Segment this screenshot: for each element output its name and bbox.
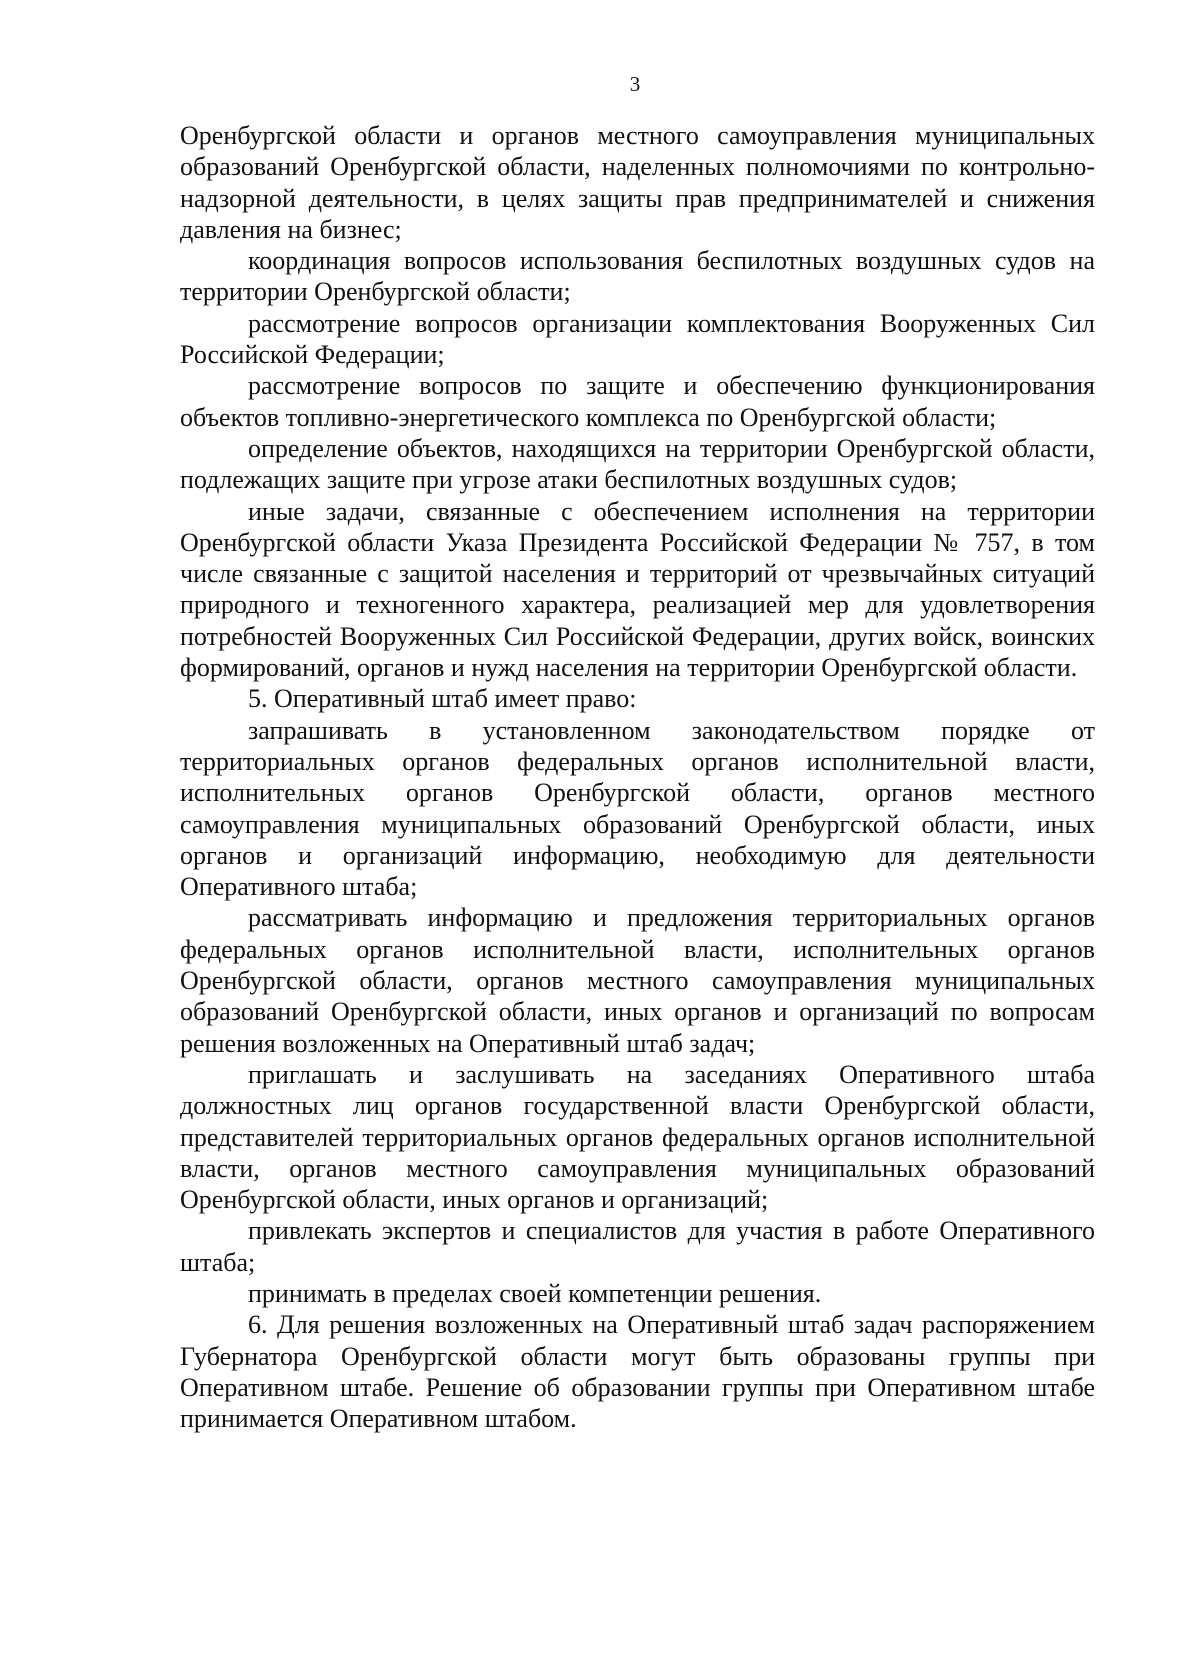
paragraph-section-6: 6. Для решения возложенных на Оперативный штаб задач распоряжением Губернатора Оренбургской области могут быть образованы группы при Оперативном штабе. Решение об образовании группы при Оперативном штабе принимается Оперативном штабом. — [180, 1310, 1095, 1434]
paragraph-section-5-heading: 5. Оперативный штаб имеет право: — [248, 684, 637, 714]
paragraph-invite-officials: приглашать и заслушивать на заседаниях Оперативного штаба должностных лиц органов государственной власти Оренбургской области, представителей территориальных органов федеральных органов исполнительной власти, органов местного самоуправления муниципальных образований Оренбургской области, иных органов и организаций; — [180, 1059, 1095, 1215]
paragraph-fuel-energy-protection: рассмотрение вопросов по защите и обеспечению функционирования объектов топливно-энергетического комплекса по Оренбургской области; — [180, 371, 1095, 432]
paragraph-consider-information: рассматривать информацию и предложения территориальных органов федеральных органов исполнительной власти, исполнительных органов Оренбургской области, органов местного самоуправления муниципальных образований Оренбургской области, иных органов и организаций по вопросам решения возложенных на Оперативный штаб задач; — [180, 903, 1095, 1058]
paragraph-make-decisions: принимать в пределах своей компетенции решения. — [248, 1278, 822, 1308]
paragraph-involve-experts: привлекать экспертов и специалистов для участия в работе Оперативного штаба; — [180, 1216, 1095, 1277]
paragraph-uav-coordination: координация вопросов использования беспилотных воздушных судов на территории Оренбургской области; — [180, 246, 1095, 307]
paragraph-request-information: запрашивать в установленном законодательством порядке от территориальных органов федеральных органов исполнительной власти, исполнительных органов Оренбургской области, органов местного самоуправления муниципальных образований Оренбургской области, иных органов и организаций информацию, необходимую для деятельности Оперативного штаба; — [180, 715, 1095, 902]
paragraph-armed-forces-staffing: рассмотрение вопросов организации комплектования Вооруженных Сил Российской Федерации; — [180, 308, 1095, 370]
document-body — [180, 120, 1095, 1434]
page-number: 3 — [629, 72, 641, 96]
paragraph-objects-protection: определение объектов, находящихся на территории Оренбургской области, подлежащих защите при угрозе атаки беспилотных воздушных судов; — [180, 433, 1095, 495]
paragraph-continuation: Оренбургской области и органов местного самоуправления муниципальных образований Оренбургской области, наделенных полномочиями по контрольно-надзорной деятельности, в целях защиты прав предпринимателей и снижения давления на бизнес; — [180, 121, 1095, 244]
paragraph-other-tasks: иные задачи, связанные с обеспечением исполнения на территории Оренбургской области Указа Президента Российской Федерации № 757, в том числе связанные с защитой населения и территорий от чрезвычайных ситуаций природного и техногенного характера, реализацией мер для удовлетворения потребностей Вооруженных Сил Российской Федерации, других войск, воинских формирований, органов и нужд населения на территории Оренбургской области. — [180, 496, 1095, 683]
